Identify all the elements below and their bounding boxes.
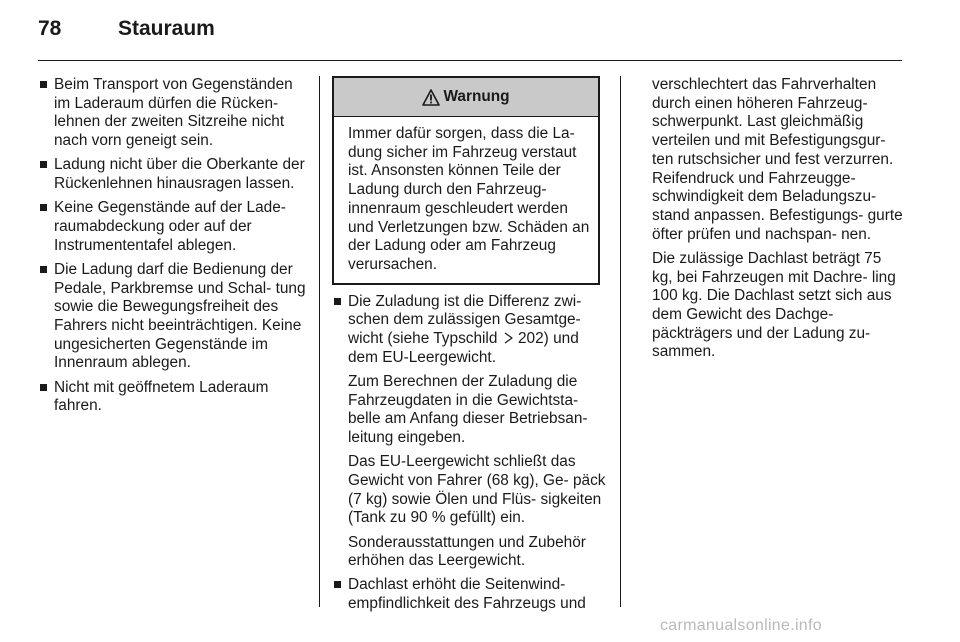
sub-paragraph: Zum Berechnen der Zuladung die Fahrzeugdaten in die Gewichtsta- belle am Anfang dieser Betriebsan- leitung eingeben. [348, 372, 588, 447]
warning-title: Warnung [443, 87, 510, 105]
list-item: Dachlast erhöht die Seitenwind- empfindlichkeit des Fahrzeugs und [332, 576, 610, 613]
list-item: Nicht mit geöffnetem Laderaum fahren. [38, 379, 308, 416]
bullet-icon [40, 81, 47, 88]
list-item: Keine Gegenstände auf der Lade- raumabdeckung oder auf der Instrumententafel ablegen. [38, 199, 308, 255]
list-item: Die Ladung darf die Bedienung der Pedale, Parkbremse und Schal- tung sowie die Bewegungsfreiheit des Fahrers nicht beeinträchtigen. Keine ungesicherten Gegenstände im Innenraum ablegen. [38, 261, 308, 373]
page-number: 78 [38, 17, 62, 40]
bullet-icon [40, 384, 47, 391]
sub-paragraph: Sonderausstattungen und Zubehör erhöhen das Leergewicht. [348, 533, 586, 570]
column-divider-1 [319, 76, 320, 607]
list-item: Die Zuladung ist die Differenz zwi- schen dem zulässigen Gesamtge- wicht (siehe Typschild 202) und dem EU-Leergewicht. [332, 293, 610, 368]
sub-paragraph: Das EU-Leergewicht schließt das Gewicht von Fahrer (68 kg), Ge- päck (7 kg) sowie Ölen und Flüs- sigkeiten (Tank zu 90 % gefüllt) ein. [348, 453, 606, 527]
bullet-icon [40, 266, 47, 273]
header-rule [38, 60, 902, 61]
warning-header [334, 78, 598, 117]
warning-text: Immer dafür sorgen, dass die La- dung sicher im Fahrzeug verstaut ist. Ansonsten können Teile der Ladung durch den Fahrzeug- innenraum geschleudert werden und Verletzungen bzw. Schäden an der Ladung oder am Fahrzeug verursachen. [348, 125, 590, 273]
bullet-icon [40, 161, 47, 168]
list-item: Beim Transport von Gegenständen im Laderaum dürfen die Rücken- lehnen der zweiten Sitzreihe nicht nach vorn geneigt sein. [38, 76, 308, 151]
bullet-icon [334, 581, 341, 588]
column-divider-2 [620, 76, 621, 607]
page-header [38, 17, 215, 41]
paragraph: verschlechtert das Fahrverhalten durch einen höheren Fahrzeug- schwerpunkt. Last gleichmäßig verteilen und mit Befestigungsgur- ten rutschsicher und fest verzurren. Reifendruck und Fahrzeugge- schwindigkeit dem Beladungszu- stand anpassen. Befestigungs- gurte öfter prüfen und nachspan- nen. [652, 76, 903, 243]
bullet-icon [40, 204, 47, 211]
column-1 [38, 76, 308, 421]
bullet-icon [334, 298, 341, 305]
page-reference-arrow-icon [502, 332, 514, 344]
page-reference[interactable]: 202 [517, 330, 544, 348]
list-item: Ladung nicht über die Oberkante der Rückenlehnen hinausragen lassen. [38, 156, 308, 193]
section-title: Stauraum [118, 17, 215, 40]
warning-triangle-icon [422, 89, 440, 106]
column-3 [652, 76, 904, 368]
column-2 [332, 76, 610, 619]
warning-box [332, 76, 600, 285]
paragraph: Die zulässige Dachlast beträgt 75 kg, bei Fahrzeugen mit Dachre- ling 100 kg. Die Dachlast setzt sich aus dem Gewicht des Dachge- päckträgers und der Ladung zu- sammen. [652, 249, 896, 361]
watermark: carmanualsonline.info [660, 617, 822, 634]
